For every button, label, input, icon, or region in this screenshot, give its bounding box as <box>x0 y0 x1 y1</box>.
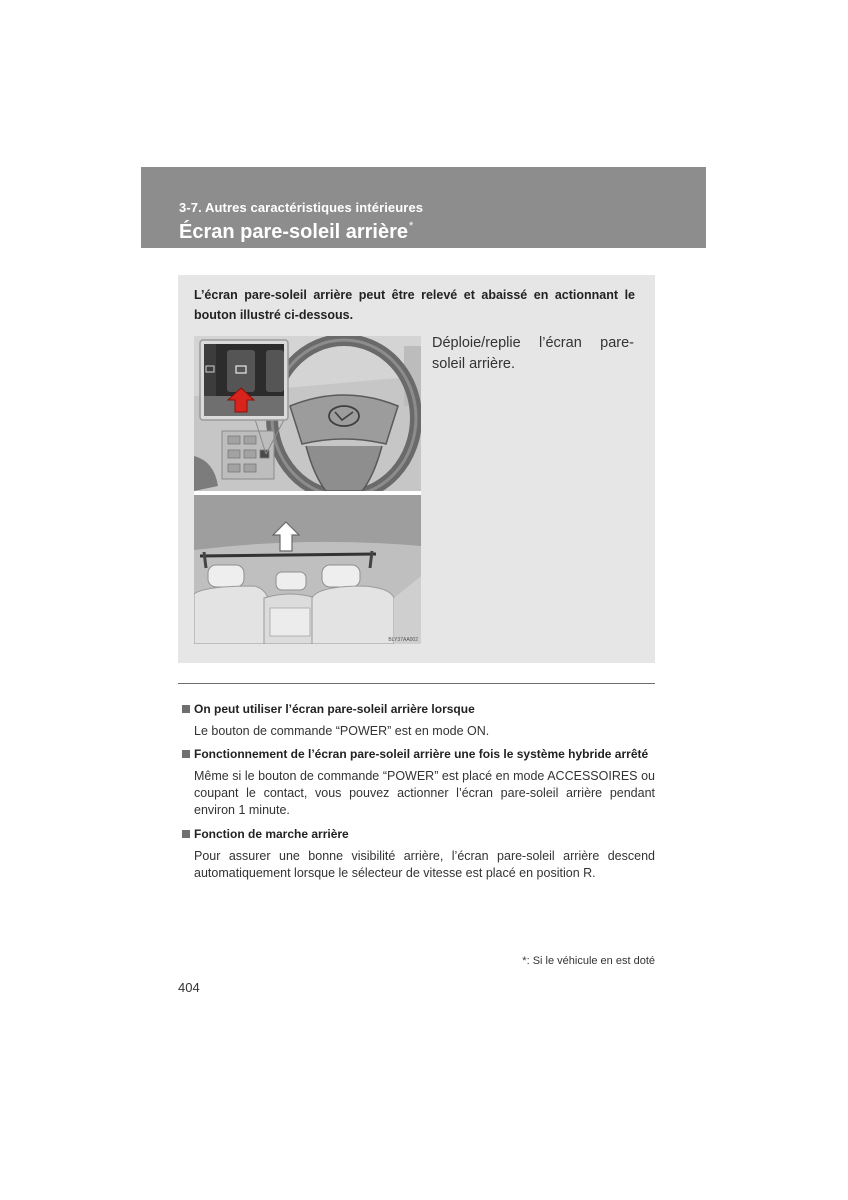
bullet-square-icon <box>182 830 190 838</box>
illustration-caption: Déploie/replie l’écran pare-soleil arrière. <box>432 335 634 372</box>
note-reverse-function <box>182 826 655 882</box>
page-title-text: Écran pare-soleil arrière <box>179 221 409 243</box>
footnote: *: Si le véhicule en est doté <box>522 955 655 967</box>
note-body: Le bouton de commande “POWER” est en mode ON. <box>194 724 490 738</box>
page-title <box>179 220 413 244</box>
note-after-hybrid-off <box>182 746 655 819</box>
intro-text: L’écran pare-soleil arrière peut être relevé et abaissé en actionnant le bouton illustré ci-dessous. <box>194 288 635 322</box>
sunshade-illustration <box>194 336 421 644</box>
bullet-square-icon <box>182 750 190 758</box>
info-box <box>178 275 655 663</box>
dashboard-and-rear-seat-drawing <box>194 336 421 644</box>
note-heading: On peut utiliser l’écran pare-soleil arrière lorsque <box>194 702 475 716</box>
note-heading: Fonction de marche arrière <box>194 827 349 841</box>
bullet-square-icon <box>182 705 190 713</box>
note-body: Pour assurer une bonne visibilité arrière, l’écran pare-soleil arrière descend automatiquement lorsque le sélecteur de vitesse est placé en position R. <box>194 849 655 880</box>
section-divider <box>178 683 655 684</box>
illustration-code: BLY37AA002 <box>388 637 418 643</box>
note-heading: Fonctionnement de l’écran pare-soleil arrière une fois le système hybride arrêté <box>194 747 649 761</box>
chapter-header <box>141 167 706 248</box>
page-number: 404 <box>178 980 200 995</box>
note-conditions <box>182 701 655 740</box>
section-label: 3-7. Autres caractéristiques intérieures <box>179 200 424 215</box>
availability-mark: * <box>409 220 414 232</box>
note-body: Même si le bouton de commande “POWER” est placé en mode ACCESSOIRES ou coupant le contact, vous pouvez actionner l’écran pare-soleil arrière pendant environ 1 minute. <box>194 769 655 817</box>
